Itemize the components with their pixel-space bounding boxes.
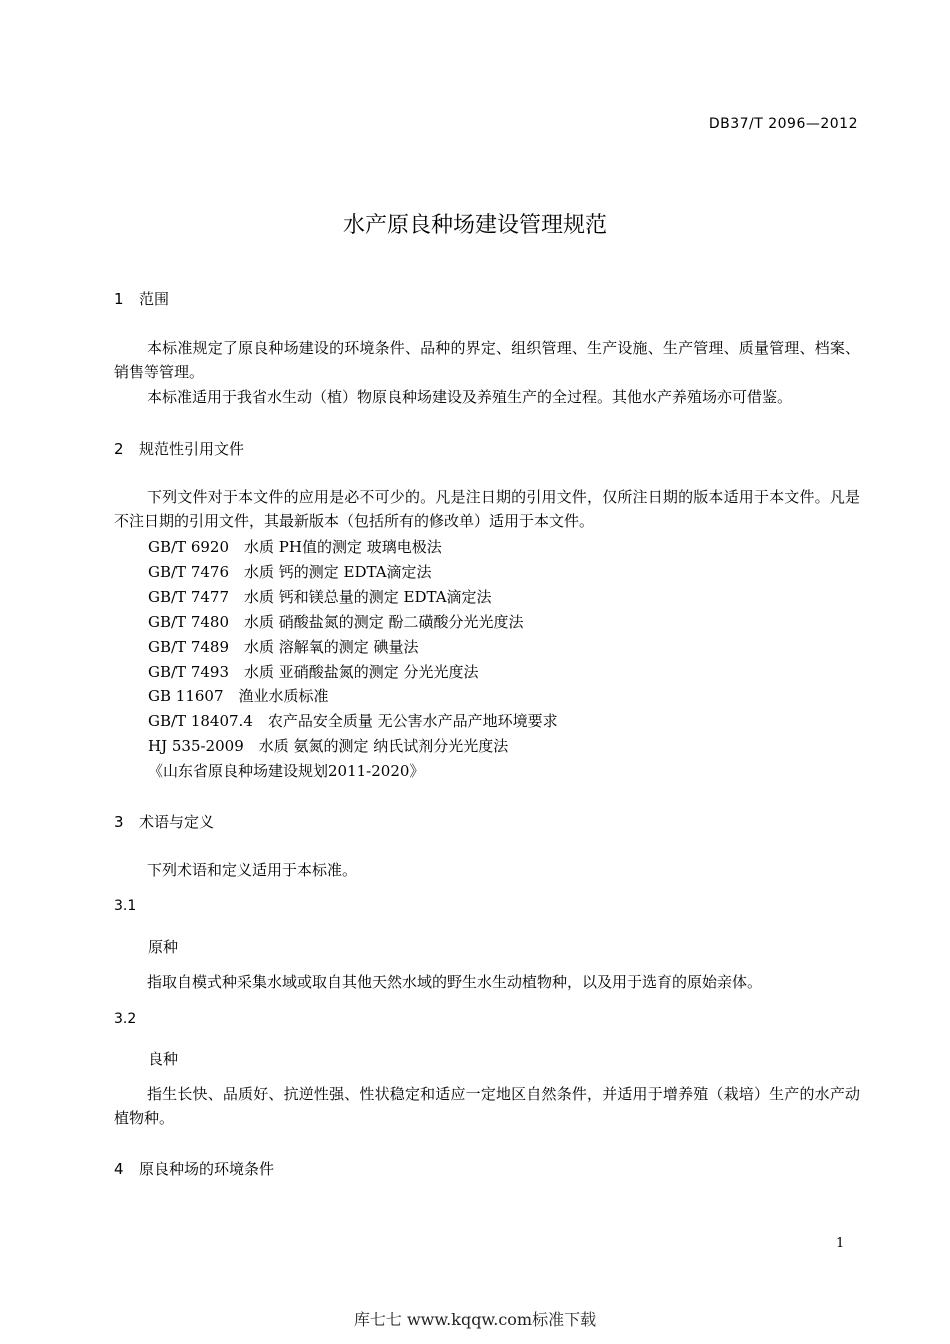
term-number: 3.1 — [114, 898, 137, 914]
term-number: 3.2 — [114, 1011, 137, 1027]
paragraph: 本标准规定了原良种场建设的环境条件、品种的界定、组织管理、生产设施、生产管理、质量管理、档案、销售等管理。 — [114, 339, 860, 381]
term-definition: 指取自模式种采集水域或取自其他天然水域的野生水生动植物种，以及用于选育的原始亲体。 — [147, 973, 763, 991]
page-number: 1 — [836, 1236, 845, 1251]
section-title: 范围 — [139, 290, 170, 308]
reference-item: GB/T 7477 水质 钙和镁总量的测定 EDTA滴定法 — [148, 588, 492, 606]
reference-item: HJ 535-2009 水质 氨氮的测定 纳氏试剂分光光度法 — [148, 737, 509, 755]
reference-item: GB/T 6920 水质 PH值的测定 玻璃电极法 — [148, 538, 442, 556]
section-title: 规范性引用文件 — [139, 440, 245, 458]
reference-item: GB/T 7489 水质 溶解氧的测定 碘量法 — [148, 638, 419, 656]
reference-item: GB/T 7493 水质 亚硝酸盐氮的测定 分光光度法 — [148, 663, 479, 681]
section-1-heading — [114, 288, 169, 309]
reference-item: GB/T 18407.4 农产品安全质量 无公害水产品产地环境要求 — [148, 712, 558, 730]
term-name: 良种 — [148, 1050, 179, 1068]
paragraph: 下列文件对于本文件的应用是必不可少的。凡是注日期的引用文件，仅所注日期的版本适用于本文件。凡是不注日期的引用文件，其最新版本（包括所有的修改单）适用于本文件。 — [114, 488, 860, 530]
section-2-heading — [114, 438, 244, 459]
section-number: 1 — [114, 290, 124, 308]
section-number: 4 — [114, 1160, 124, 1178]
section-4-heading — [114, 1158, 274, 1179]
footer-watermark: 库七七 www.kqqw.com标准下载 — [353, 1310, 597, 1329]
reference-item: 《山东省原良种场建设规划2011-2020》 — [148, 762, 425, 780]
section-3-heading — [114, 811, 214, 832]
reference-item: GB/T 7476 水质 钙的测定 EDTA滴定法 — [148, 563, 432, 581]
paragraph: 本标准适用于我省水生动（植）物原良种场建设及养殖生产的全过程。其他水产养殖场亦可借鉴。 — [147, 388, 793, 406]
reference-item: GB/T 7480 水质 硝酸盐氮的测定 酚二磺酸分光光度法 — [148, 613, 524, 631]
section-number: 3 — [114, 813, 124, 831]
document-code: DB37/T 2096—2012 — [708, 116, 858, 132]
term-name: 原种 — [148, 938, 179, 956]
document-title: 水产原良种场建设管理规范 — [342, 213, 607, 238]
section-title: 原良种场的环境条件 — [139, 1160, 275, 1178]
section-number: 2 — [114, 440, 124, 458]
reference-item: GB 11607 渔业水质标准 — [148, 687, 329, 705]
section-title: 术语与定义 — [139, 813, 215, 831]
paragraph: 下列术语和定义适用于本标准。 — [147, 861, 358, 879]
term-definition: 指生长快、品质好、抗逆性强、性状稳定和适应一定地区自然条件，并适用于增养殖（栽培）生产的水产动植物种。 — [114, 1085, 860, 1127]
